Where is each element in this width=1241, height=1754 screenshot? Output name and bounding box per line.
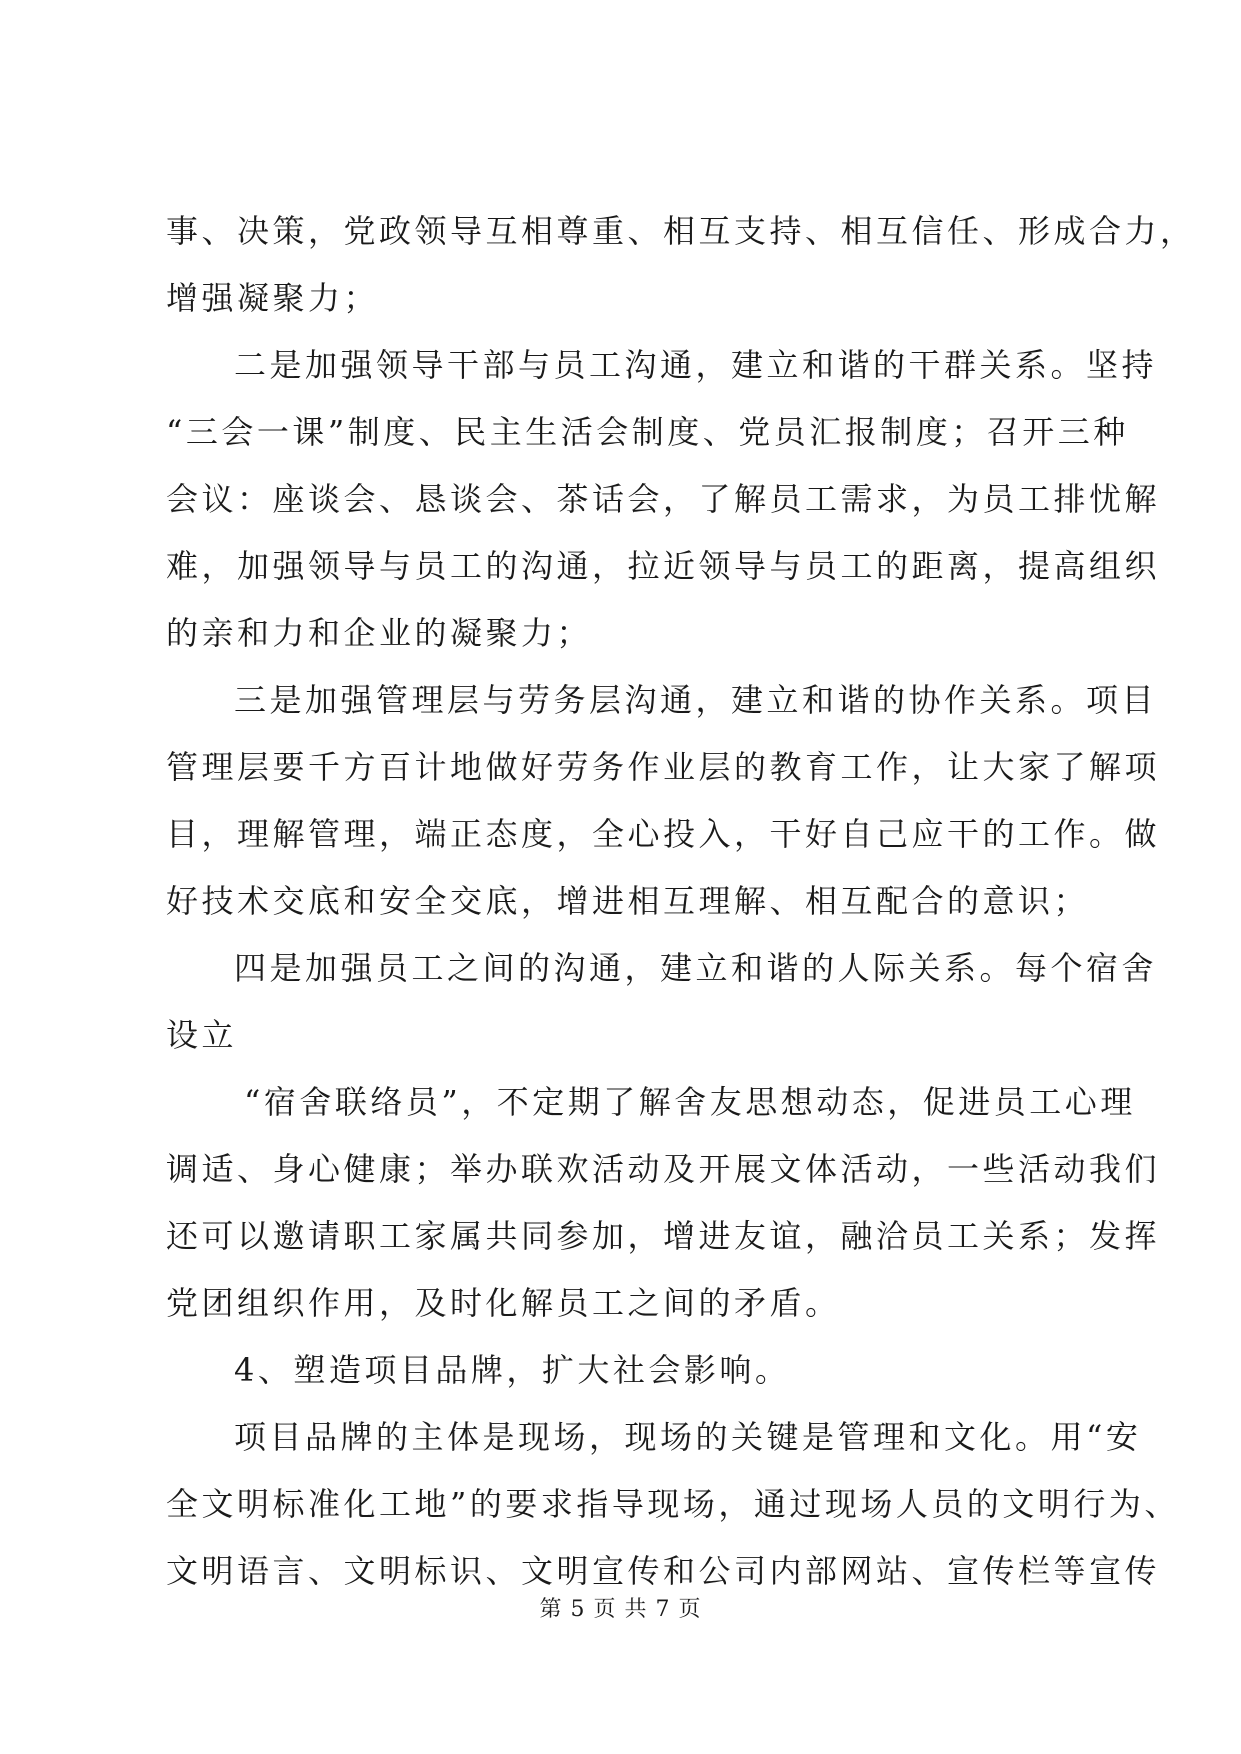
text-line: 难，加强领导与员工的沟通，拉近领导与员工的距离，提高组织 bbox=[166, 547, 1161, 585]
paragraph-start-line: “宿舍联络员”，不定期了解舍友思想动态，促进员工心理 bbox=[244, 1083, 1136, 1121]
paragraph-start-line: 三是加强管理层与劳务层沟通，建立和谐的协作关系。项目 bbox=[234, 681, 1158, 719]
text-line: 管理层要千方百计地做好劳务作业层的教育工作，让大家了解项 bbox=[166, 748, 1161, 786]
page-footer: 第 5 页 共 7 页 bbox=[539, 1597, 702, 1622]
text-line: 设立 bbox=[166, 1016, 238, 1054]
text-line: 还可以邀请职工家属共同参加，增进友谊，融洽员工关系；发挥 bbox=[166, 1217, 1161, 1255]
document-body bbox=[166, 198, 1196, 1605]
paragraph-start-line: 二是加强领导干部与员工沟通，建立和谐的干群关系。坚持 bbox=[234, 346, 1158, 384]
text-line: 党团组织作用，及时化解员工之间的矛盾。 bbox=[166, 1284, 841, 1322]
text-line: 文明语言、文明标识、文明宣传和公司内部网站、宣传栏等宣传 bbox=[166, 1552, 1161, 1590]
section-heading: 4、塑造项目品牌，扩大社会影响。 bbox=[234, 1351, 791, 1389]
text-line: 增强凝聚力； bbox=[166, 279, 380, 317]
text-line: 全文明标准化工地”的要求指导现场，通过现场人员的文明行为、 bbox=[166, 1485, 1180, 1523]
text-line: “三会一课”制度、民主生活会制度、党员汇报制度；召开三种 bbox=[166, 413, 1129, 451]
text-line: 好技术交底和安全交底，增进相互理解、相互配合的意识； bbox=[166, 882, 1090, 920]
paragraph-start-line: 四是加强员工之间的沟通，建立和谐的人际关系。每个宿舍 bbox=[234, 949, 1158, 987]
text-line: 目，理解管理，端正态度，全心投入，干好自己应干的工作。做 bbox=[166, 815, 1161, 853]
text-line: 调适、身心健康；举办联欢活动及开展文体活动，一些活动我们 bbox=[166, 1150, 1161, 1188]
text-line: 的亲和力和企业的凝聚力； bbox=[166, 614, 593, 652]
paragraph-start-line: 项目品牌的主体是现场，现场的关键是管理和文化。用“安 bbox=[234, 1418, 1142, 1456]
text-line: 会议：座谈会、恳谈会、茶话会，了解员工需求，为员工排忧解 bbox=[166, 480, 1161, 518]
text-line: 事、决策，党政领导互相尊重、相互支持、相互信任、形成合力， bbox=[166, 212, 1196, 250]
